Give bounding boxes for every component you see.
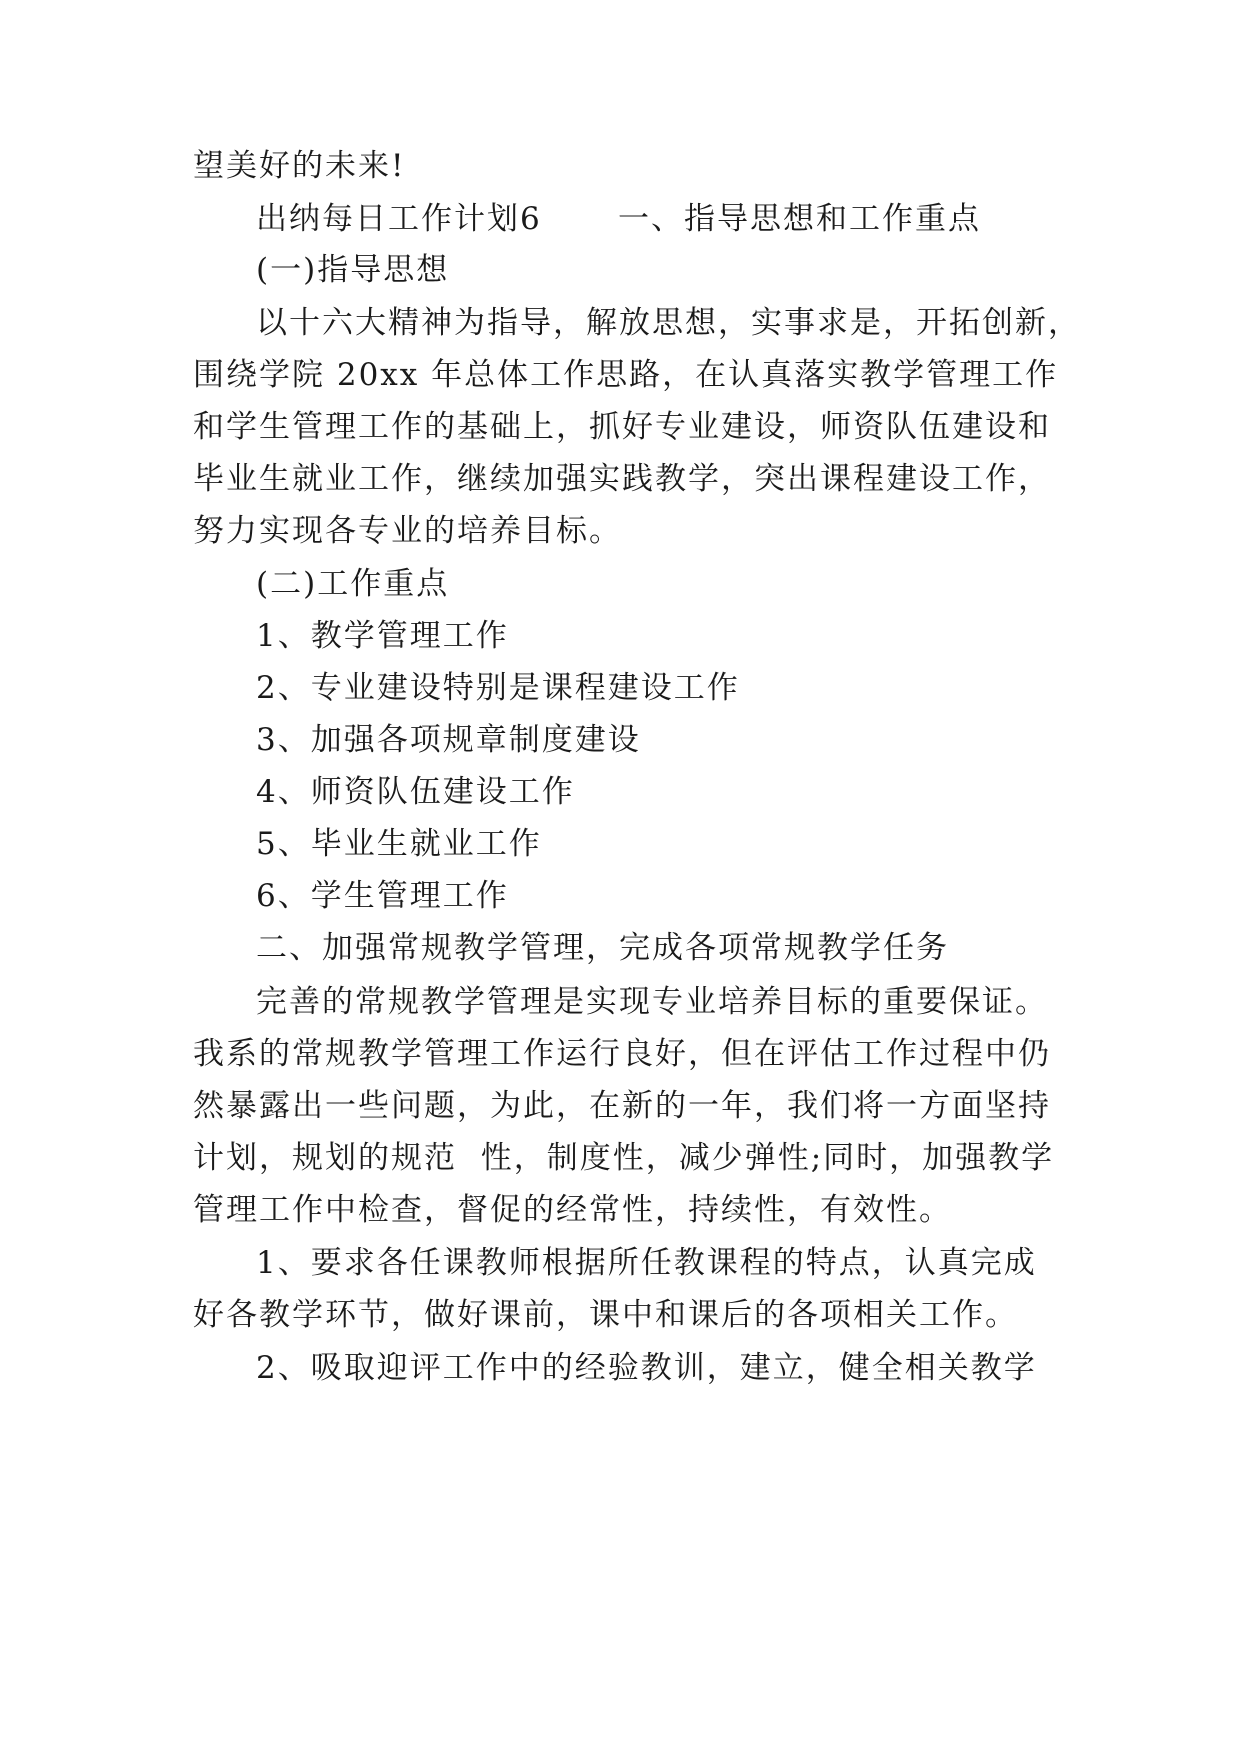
list-item: 3、加强各项规章制度建设 [256, 722, 641, 758]
heading: 二、加强常规教学管理，完成各项常规教学任务 [256, 930, 949, 966]
paragraph-line: 然暴露出一些问题，为此，在新的一年，我们将一方面坚持 [193, 1088, 1051, 1124]
subheading: (二)工作重点 [256, 566, 450, 602]
paragraph-line: 计划，规划的规范 性，制度性，减少弹性;同时，加强教学 [193, 1140, 1055, 1176]
paragraph-line: 2、吸取迎评工作中的经验教训，建立，健全相关教学 [256, 1350, 1037, 1386]
section-title: 出纳每日工作计划6 [256, 201, 542, 237]
paragraph-line: 围绕学院 20xx 年总体工作思路，在认真落实教学管理工作 [193, 357, 1059, 393]
paragraph-line: 完善的常规教学管理是实现专业培养目标的重要保证。 [256, 984, 1048, 1020]
heading: 一、指导思想和工作重点 [618, 201, 981, 237]
list-item: 2、专业建设特别是课程建设工作 [256, 670, 740, 706]
list-item: 6、学生管理工作 [256, 878, 509, 914]
paragraph-line: 毕业生就业工作，继续加强实践教学，突出课程建设工作， [193, 461, 1051, 497]
list-item: 1、教学管理工作 [256, 618, 509, 654]
text-line: 望美好的未来! [193, 148, 406, 184]
list-item: 5、毕业生就业工作 [256, 826, 542, 862]
paragraph-line: 我系的常规教学管理工作运行良好，但在评估工作过程中仍 [193, 1036, 1051, 1072]
subheading: (一)指导思想 [256, 252, 450, 288]
paragraph-line: 努力实现各专业的培养目标。 [193, 513, 622, 549]
paragraph-line: 好各教学环节，做好课前，课中和课后的各项相关工作。 [193, 1297, 1018, 1333]
paragraph-line: 和学生管理工作的基础上，抓好专业建设，师资队伍建设和 [193, 409, 1051, 445]
paragraph-line: 管理工作中检查，督促的经常性，持续性，有效性。 [193, 1192, 952, 1228]
list-item: 4、师资队伍建设工作 [256, 774, 575, 810]
paragraph-line: 1、要求各任课教师根据所任教课程的特点，认真完成 [256, 1245, 1037, 1281]
paragraph-line: 以十六大精神为指导，解放思想，实事求是，开拓创新， [256, 305, 1081, 341]
